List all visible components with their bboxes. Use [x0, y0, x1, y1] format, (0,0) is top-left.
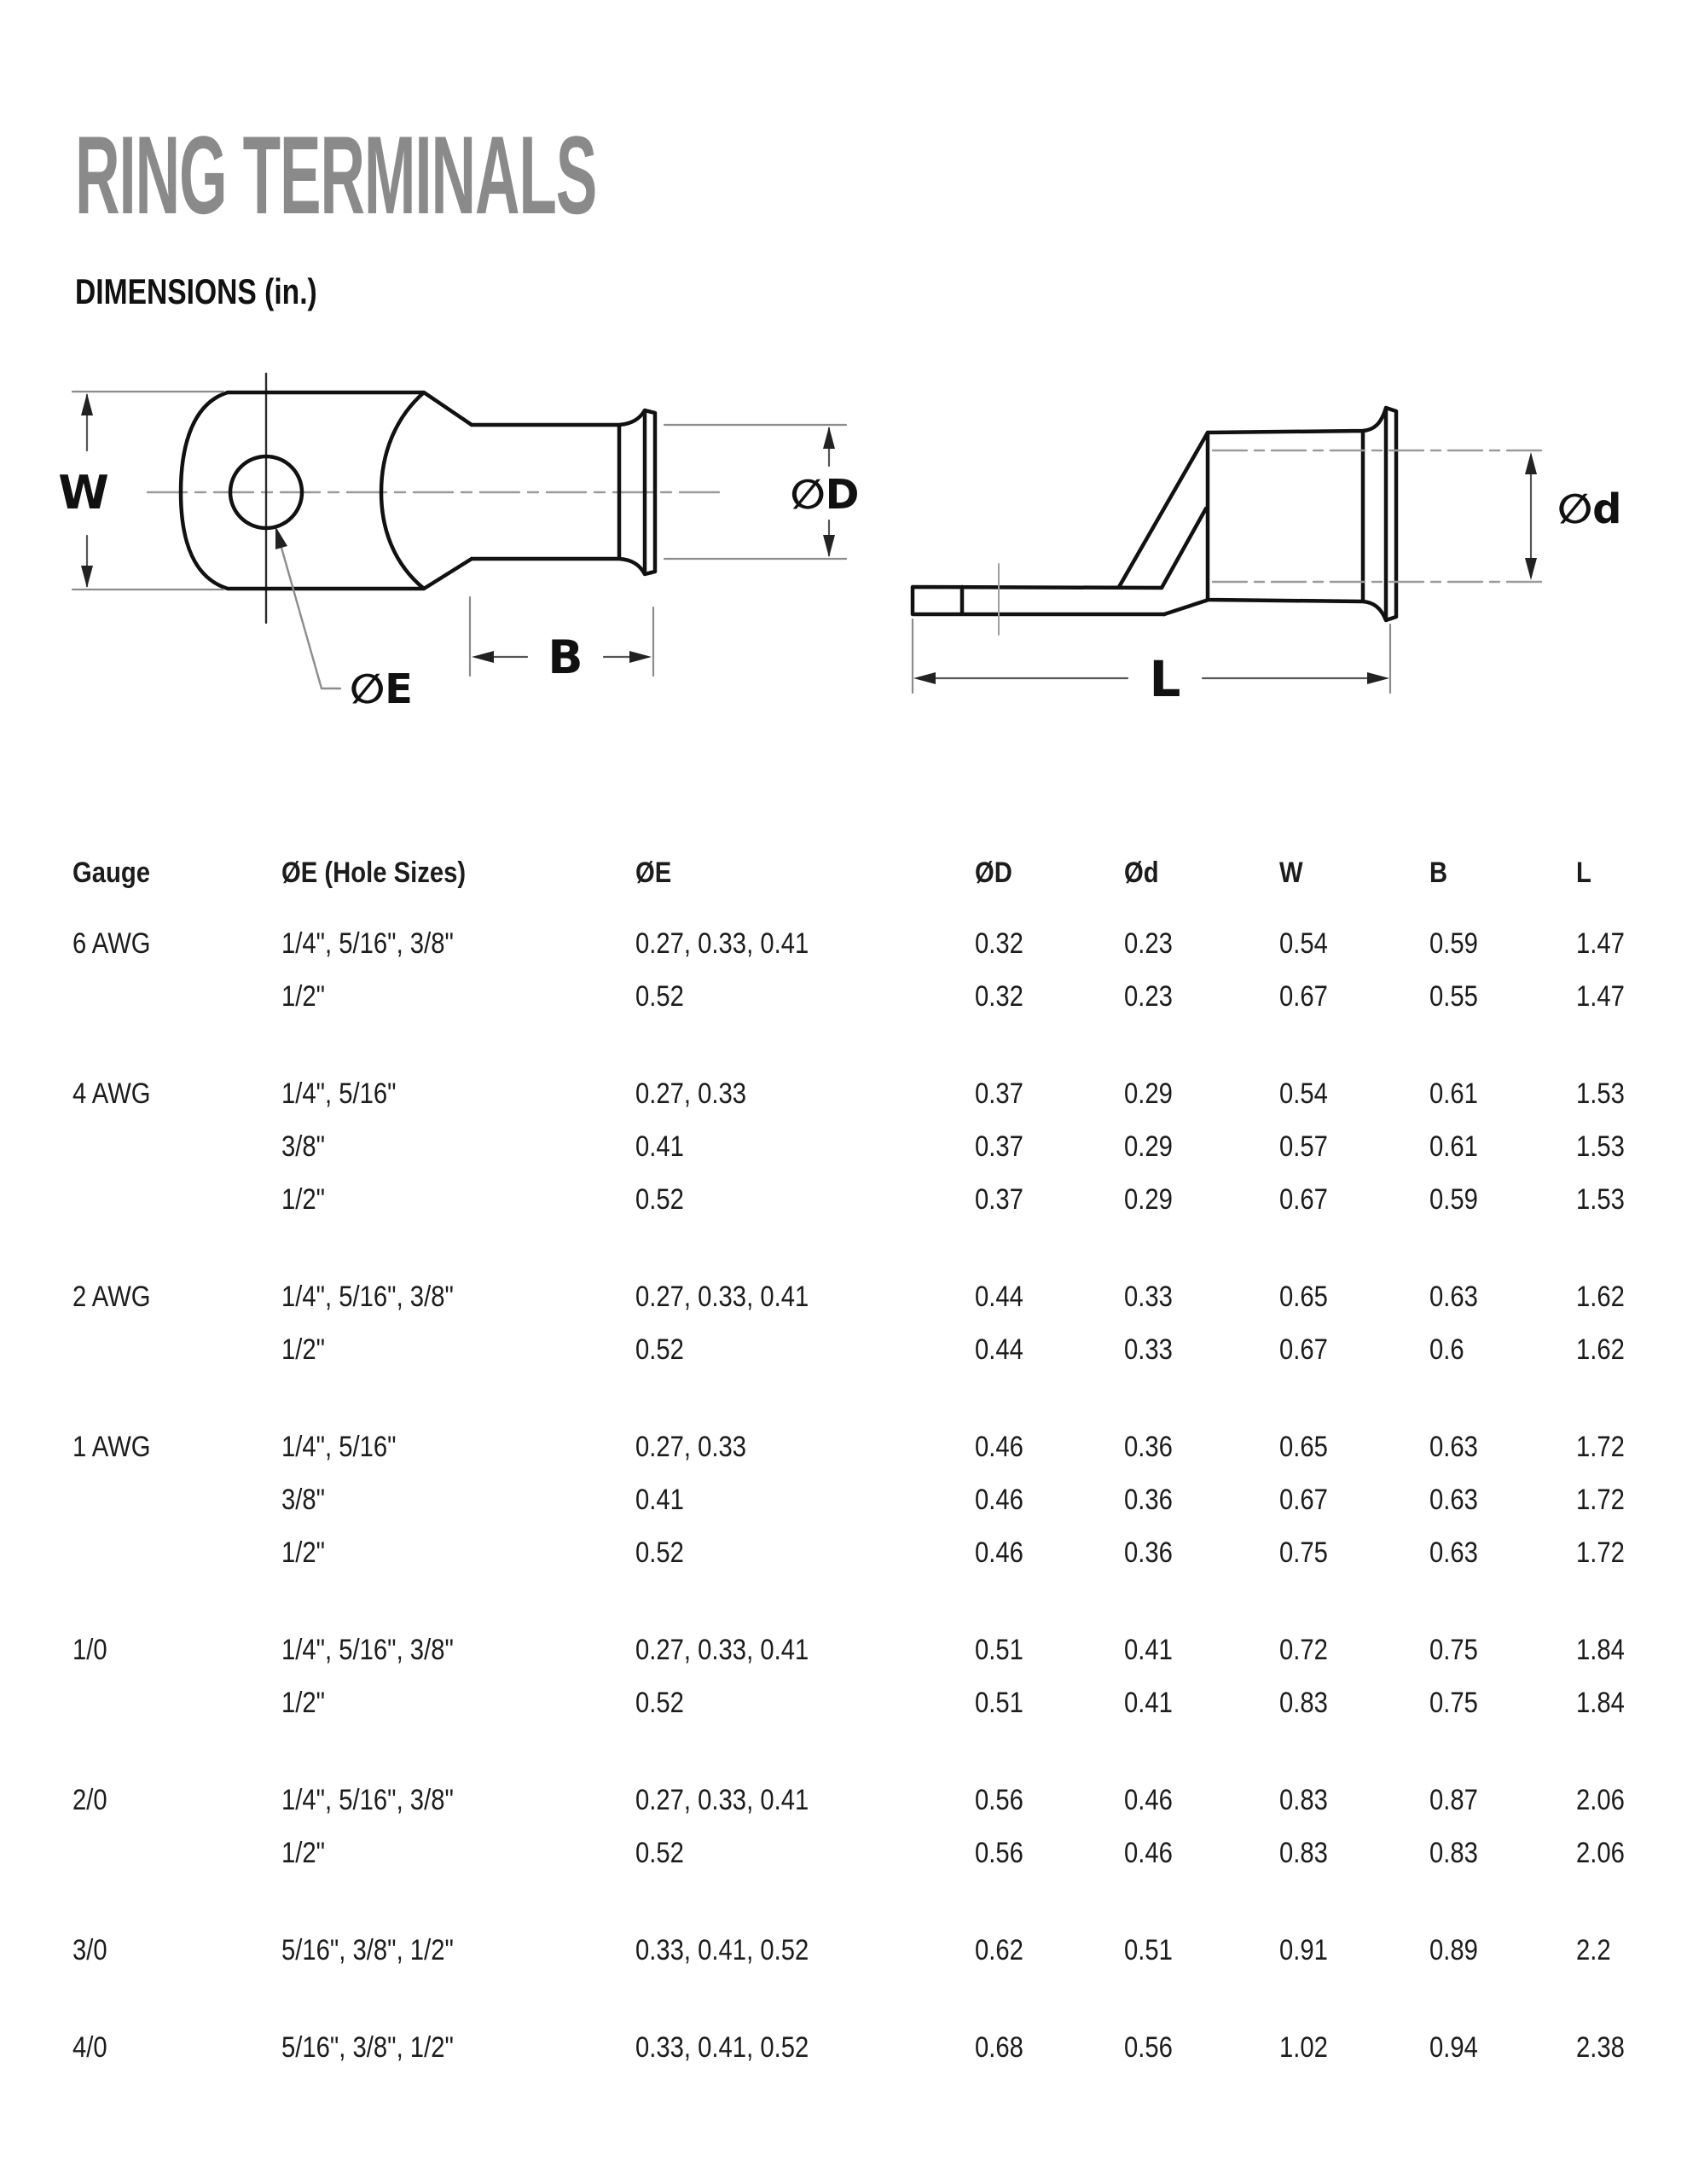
od-small-cell: 0.33	[1124, 1333, 1173, 1366]
header-b: B	[1429, 857, 1448, 889]
header-hole-sizes: ØE (Hole Sizes)	[281, 857, 467, 889]
od-small-cell: 0.33	[1124, 1281, 1173, 1313]
od-small-cell: 0.29	[1124, 1077, 1173, 1110]
w-cell: 0.65	[1279, 1281, 1328, 1313]
l-cell: 1.62	[1576, 1281, 1625, 1313]
w-cell: 0.72	[1279, 1634, 1328, 1666]
w-cell: 0.54	[1279, 1077, 1328, 1110]
w-cell: 1.02	[1279, 2031, 1328, 2064]
oe-cell: 0.27, 0.33, 0.41	[635, 1281, 809, 1313]
oe-cell: 0.27, 0.33, 0.41	[635, 1784, 809, 1816]
table-row	[0, 1623, 1687, 1676]
section-title-dimensions: DIMENSIONS (in.)	[75, 271, 317, 311]
od-small-dimension-label: ∅d	[1557, 485, 1622, 533]
hole-sizes-cell: 5/16", 3/8", 1/2"	[281, 2031, 454, 2064]
od-small-cell: 0.29	[1124, 1183, 1173, 1216]
oe-cell: 0.33, 0.41, 0.52	[635, 2031, 809, 2064]
od-cell: 0.37	[975, 1183, 1023, 1216]
od-small-cell: 0.46	[1124, 1784, 1173, 1816]
side-barrel-outline	[1208, 408, 1396, 620]
od-small-cell: 0.46	[1124, 1837, 1173, 1869]
table-row	[0, 1173, 1687, 1226]
table-row	[0, 1270, 1687, 1323]
od-cell: 0.51	[975, 1634, 1023, 1666]
hole-sizes-cell: 1/4", 5/16"	[281, 1077, 397, 1110]
table-row	[0, 1924, 1687, 1977]
w-cell: 0.91	[1279, 1934, 1328, 1966]
table-row	[0, 1473, 1687, 1526]
oe-cell: 0.41	[635, 1484, 684, 1516]
od-cell: 0.56	[975, 1837, 1023, 1869]
b-cell: 0.94	[1429, 2031, 1478, 2064]
od-small-cell: 0.29	[1124, 1130, 1173, 1163]
od-small-cell: 0.23	[1124, 980, 1173, 1013]
hole-sizes-cell: 1/2"	[281, 1333, 326, 1366]
table-group	[0, 1924, 1687, 1977]
b-cell: 0.89	[1429, 1934, 1478, 1966]
od-cell: 0.32	[975, 980, 1023, 1013]
od-small-cell: 0.23	[1124, 927, 1173, 960]
side-view-drawing	[913, 408, 1621, 708]
oe-cell: 0.52	[635, 1333, 684, 1366]
hole-sizes-cell: 1/2"	[281, 1837, 326, 1869]
w-cell: 0.67	[1279, 1484, 1328, 1516]
header-gauge: Gauge	[72, 857, 150, 889]
od-cell: 0.37	[975, 1130, 1023, 1163]
w-cell: 0.83	[1279, 1784, 1328, 1816]
header-od: ØD	[975, 857, 1012, 889]
table-row	[0, 1120, 1687, 1173]
l-cell: 2.2	[1576, 1934, 1611, 1966]
table-group	[0, 917, 1687, 1023]
w-cell: 0.57	[1279, 1130, 1328, 1163]
gauge-cell: 4 AWG	[72, 1077, 151, 1110]
hole-sizes-cell: 3/8"	[281, 1130, 326, 1163]
od-cell: 0.46	[975, 1536, 1023, 1569]
l-cell: 1.72	[1576, 1536, 1625, 1569]
table-group	[0, 1067, 1687, 1226]
gauge-cell: 1 AWG	[72, 1431, 151, 1463]
l-cell: 1.53	[1576, 1183, 1625, 1216]
table-group	[0, 1420, 1687, 1579]
l-cell: 1.53	[1576, 1130, 1625, 1163]
b-dimension	[470, 597, 653, 684]
table-row	[0, 1420, 1687, 1473]
od-cell: 0.56	[975, 1784, 1023, 1816]
od-cell: 0.51	[975, 1687, 1023, 1719]
oe-cell: 0.52	[635, 1687, 684, 1719]
table-row	[0, 1827, 1687, 1879]
b-cell: 0.75	[1429, 1634, 1478, 1666]
w-cell: 0.75	[1279, 1536, 1328, 1569]
oe-cell: 0.52	[635, 1183, 684, 1216]
oe-cell: 0.52	[635, 1837, 684, 1869]
b-cell: 0.63	[1429, 1431, 1478, 1463]
gauge-cell: 1/0	[72, 1634, 107, 1666]
table-row	[0, 2021, 1687, 2074]
table-row	[0, 1676, 1687, 1729]
oe-cell: 0.33, 0.41, 0.52	[635, 1934, 809, 1966]
od-cell: 0.32	[975, 927, 1023, 960]
page-title: RING TERMINALS	[75, 113, 597, 237]
b-cell: 0.61	[1429, 1130, 1478, 1163]
od-cell: 0.44	[975, 1333, 1023, 1366]
table-row	[0, 1526, 1687, 1579]
w-cell: 0.65	[1279, 1431, 1328, 1463]
oe-cell: 0.27, 0.33, 0.41	[635, 1634, 809, 1666]
l-dimension	[913, 619, 1390, 708]
dimensions-table-body	[0, 917, 1687, 2118]
od-small-cell: 0.41	[1124, 1687, 1173, 1719]
hole-sizes-cell: 3/8"	[281, 1484, 326, 1516]
header-od-small: Ød	[1124, 857, 1159, 889]
hole-sizes-cell: 1/4", 5/16", 3/8"	[281, 927, 454, 960]
l-cell: 1.53	[1576, 1077, 1625, 1110]
table-row	[0, 1067, 1687, 1120]
l-cell: 2.06	[1576, 1837, 1625, 1869]
hole-sizes-cell: 1/4", 5/16", 3/8"	[281, 1281, 454, 1313]
b-cell: 0.55	[1429, 980, 1478, 1013]
w-cell: 0.67	[1279, 1333, 1328, 1366]
hole-sizes-cell: 1/4", 5/16"	[281, 1431, 397, 1463]
table-group	[0, 1270, 1687, 1376]
b-cell: 0.6	[1429, 1333, 1464, 1366]
header-l: L	[1576, 857, 1591, 889]
od-cell: 0.62	[975, 1934, 1023, 1966]
hole-sizes-cell: 1/2"	[281, 1183, 326, 1216]
hole-sizes-cell: 5/16", 3/8", 1/2"	[281, 1934, 454, 1966]
l-cell: 2.06	[1576, 1784, 1625, 1816]
w-cell: 0.83	[1279, 1687, 1328, 1719]
oe-cell: 0.41	[635, 1130, 684, 1163]
w-cell: 0.67	[1279, 1183, 1328, 1216]
gauge-cell: 3/0	[72, 1934, 107, 1966]
oe-cell: 0.27, 0.33	[635, 1431, 747, 1463]
l-cell: 1.84	[1576, 1687, 1625, 1719]
ring-outline	[181, 392, 472, 589]
gauge-cell: 2 AWG	[72, 1281, 151, 1313]
b-cell: 0.63	[1429, 1281, 1478, 1313]
od-small-dimension	[1525, 452, 1621, 580]
od-small-cell: 0.56	[1124, 2031, 1173, 2064]
gauge-cell: 2/0	[72, 1784, 107, 1816]
od-cell: 0.44	[975, 1281, 1023, 1313]
oe-leader	[275, 526, 413, 713]
header-oe: ØE	[635, 857, 672, 889]
gauge-cell: 4/0	[72, 2031, 107, 2064]
oe-cell: 0.27, 0.33	[635, 1077, 747, 1110]
od-cell: 0.37	[975, 1077, 1023, 1110]
table-row	[0, 1323, 1687, 1376]
table-row	[0, 970, 1687, 1023]
hole-sizes-cell: 1/2"	[281, 1687, 326, 1719]
l-cell: 1.47	[1576, 980, 1625, 1013]
hole-sizes-cell: 1/4", 5/16", 3/8"	[281, 1784, 454, 1816]
l-cell: 1.84	[1576, 1634, 1625, 1666]
oe-cell: 0.27, 0.33, 0.41	[635, 927, 809, 960]
hole-sizes-cell: 1/2"	[281, 980, 326, 1013]
b-cell: 0.63	[1429, 1484, 1478, 1516]
w-cell: 0.83	[1279, 1837, 1328, 1869]
b-cell: 0.59	[1429, 1183, 1478, 1216]
table-row	[0, 917, 1687, 970]
w-cell: 0.54	[1279, 927, 1328, 960]
l-cell: 1.72	[1576, 1484, 1625, 1516]
gauge-cell: 6 AWG	[72, 927, 151, 960]
tongue-outline	[913, 587, 1164, 614]
od-cell: 0.46	[975, 1484, 1023, 1516]
od-small-cell: 0.36	[1124, 1536, 1173, 1569]
hole-sizes-cell: 1/2"	[281, 1536, 326, 1569]
l-cell: 1.62	[1576, 1333, 1625, 1366]
b-cell: 0.87	[1429, 1784, 1478, 1816]
w-dimension	[58, 392, 223, 590]
od-small-cell: 0.41	[1124, 1634, 1173, 1666]
od-small-cell: 0.51	[1124, 1934, 1173, 1966]
header-w: W	[1279, 857, 1303, 889]
od-small-cell: 0.36	[1124, 1431, 1173, 1463]
w-dimension-label: W	[58, 466, 109, 520]
od-small-cell: 0.36	[1124, 1484, 1173, 1516]
b-cell: 0.61	[1429, 1077, 1478, 1110]
od-cell: 0.46	[975, 1431, 1023, 1463]
od-dimension-label: ∅D	[790, 471, 860, 519]
oe-cell: 0.52	[635, 980, 684, 1013]
b-cell: 0.75	[1429, 1687, 1478, 1719]
table-group	[0, 2021, 1687, 2074]
hole-sizes-cell: 1/4", 5/16", 3/8"	[281, 1634, 454, 1666]
l-cell: 2.38	[1576, 2031, 1625, 2064]
b-cell: 0.63	[1429, 1536, 1478, 1569]
w-cell: 0.67	[1279, 980, 1328, 1013]
l-cell: 1.72	[1576, 1431, 1625, 1463]
table-group	[0, 1623, 1687, 1729]
oe-dimension-label: ∅E	[350, 665, 413, 713]
l-dimension-label: L	[1149, 650, 1181, 708]
od-cell: 0.68	[975, 2031, 1023, 2064]
top-view-drawing	[58, 374, 859, 713]
oe-cell: 0.52	[635, 1536, 684, 1569]
dimensions-table-header	[0, 851, 1687, 894]
b-cell: 0.59	[1429, 927, 1478, 960]
table-group	[0, 1774, 1687, 1879]
b-cell: 0.83	[1429, 1837, 1478, 1869]
b-dimension-label: B	[548, 630, 583, 684]
l-cell: 1.47	[1576, 927, 1625, 960]
table-row	[0, 1774, 1687, 1827]
ring-terminal-dimension-diagrams	[0, 341, 1687, 751]
